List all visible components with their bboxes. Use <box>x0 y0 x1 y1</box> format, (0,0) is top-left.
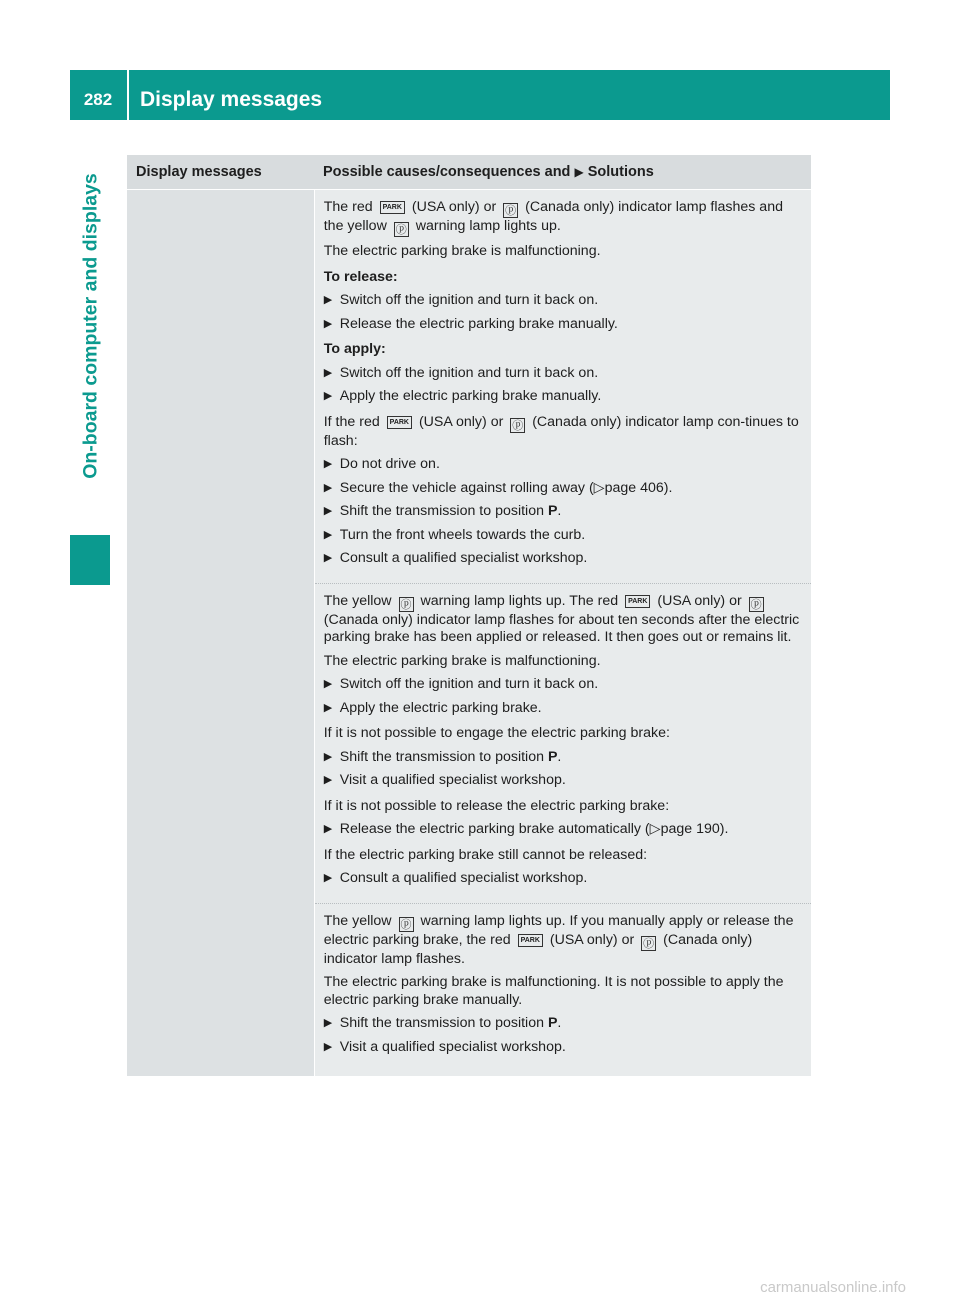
section-side-label <box>72 122 110 530</box>
row2-condition-2: If it is not possible to release the electric parking brake: <box>323 797 670 814</box>
step-arrow-icon: ▶ <box>323 1017 333 1029</box>
row2-text: The electric parking brake is malfunctioning. <box>323 652 601 669</box>
park-brake-indicator-icon: PARK <box>380 201 405 214</box>
brake-warning-icon: ⓟ <box>400 918 412 931</box>
list-item: ▶ Visit a qualified specialist workshop. <box>323 1038 566 1055</box>
row2-intro: The yellow ⓟ warning lamp lights up. The red PARK (USA only) or ⓟ (Canada only) indicator lamp flashes for about ten seconds after the electric parking brake has been applied or released. It then goes out or remains lit. <box>323 592 800 645</box>
brake-warning-icon: ⓟ <box>512 419 524 432</box>
col2-header-post: Solutions <box>587 164 654 180</box>
step-arrow-icon: ▶ <box>323 872 333 884</box>
step-arrow-icon: ▶ <box>323 750 333 763</box>
table-header-row <box>127 155 811 190</box>
list-item: ▶ Apply the electric parking brake manually. <box>323 388 602 404</box>
col2-header-pre: Possible causes/consequences and <box>323 164 571 180</box>
footer-watermark: carmanualsonline.info <box>760 1279 906 1296</box>
list-item: ▶ Switch off the ignition and turn it back on. <box>323 292 599 308</box>
park-brake-indicator-icon: PARK <box>625 595 650 608</box>
brake-warning-icon: ⓟ <box>750 598 762 611</box>
step-arrow-icon: ▶ <box>323 294 333 306</box>
page-ref-icon: ▷ <box>649 821 661 837</box>
list-item: ▶ Release the electric parking brake automatically (▷page 190). <box>323 821 729 837</box>
page-ref-icon: ▷ <box>593 479 605 496</box>
park-brake-indicator-icon: PARK <box>387 416 412 429</box>
row2-condition-3: If the electric parking brake still cannot be released: <box>323 846 648 863</box>
header-divider <box>127 70 129 120</box>
page-title: Display messages <box>140 88 323 111</box>
side-label-text: On-board computer and displays <box>79 173 102 479</box>
page-reference-link[interactable]: page 190). <box>660 821 729 837</box>
step-arrow-icon: ▶ <box>323 678 333 690</box>
step-arrow-icon: ▶ <box>323 390 333 402</box>
step-arrow-icon: ▶ <box>323 528 333 541</box>
column-header-display-messages: Display messages <box>136 164 262 180</box>
release-heading: To release: <box>323 268 398 285</box>
brake-warning-icon: ⓟ <box>400 598 412 611</box>
list-item: ▶ Shift the transmission to position P. <box>323 748 562 765</box>
page-header <box>70 70 890 120</box>
apply-heading: To apply: <box>323 341 386 357</box>
step-arrow-icon: ▶ <box>323 1040 333 1053</box>
list-item: ▶ Visit a qualified specialist workshop. <box>323 772 566 788</box>
brake-warning-icon: ⓟ <box>395 224 407 236</box>
list-item: ▶ Apply the electric parking brake. <box>323 699 542 716</box>
step-arrow-icon: ▶ <box>323 317 333 330</box>
park-brake-indicator-icon: PARK <box>518 934 543 947</box>
step-arrow-icon: ▶ <box>323 701 333 714</box>
table-body <box>127 190 811 1076</box>
row3-text: The electric parking brake is malfunctioning. It is not possible to apply the electric parking brake manually. <box>323 974 784 1008</box>
step-arrow-icon: ▶ <box>323 366 333 379</box>
step-arrow-icon: ▶ <box>323 505 333 517</box>
table-row <box>315 190 811 583</box>
list-item: ▶ Shift the transmission to position P. <box>323 503 562 519</box>
causes-column <box>315 190 811 1076</box>
brake-warning-icon: ⓟ <box>505 205 517 217</box>
step-arrow-icon: ▶ <box>323 774 333 786</box>
display-message-cell <box>127 190 315 1076</box>
solutions-arrow-icon: ▶ <box>574 165 584 179</box>
step-arrow-icon: ▶ <box>323 481 333 494</box>
row1-intro: The red PARK (USA only) or ⓟ (Canada only) indicator lamp flashes and the yellow ⓟ warning lamp lights up. <box>323 199 783 236</box>
row3-intro: The yellow ⓟ warning lamp lights up. If you manually apply or release the electric parking brake, the red PARK (USA only) or ⓟ (Canada only) indicator lamp flashes. <box>323 912 794 967</box>
display-messages-table <box>127 155 811 1076</box>
row2-condition-1: If it is not possible to engage the electric parking brake: <box>323 725 670 741</box>
list-item: ▶ Switch off the ignition and turn it back on. <box>323 364 599 381</box>
list-item: ▶ Turn the front wheels towards the curb. <box>323 526 586 543</box>
list-item: ▶ Switch off the ignition and turn it back on. <box>323 676 599 692</box>
table-row <box>315 903 811 1077</box>
column-header-causes <box>314 155 811 189</box>
page-reference-link[interactable]: page 406). <box>604 479 673 496</box>
row1-text: The electric parking brake is malfunctioning. <box>323 243 601 259</box>
brake-warning-icon: ⓟ <box>643 937 655 950</box>
list-item: ▶ Consult a qualified specialist workshop. <box>323 550 588 566</box>
step-arrow-icon: ▶ <box>323 823 333 835</box>
page-number: 282 <box>83 90 113 109</box>
list-item: ▶ Do not drive on. <box>323 456 440 472</box>
row1-condition: If the red PARK (USA only) or ⓟ (Canada only) indicator lamp con-tinues to flash: <box>323 413 799 449</box>
step-arrow-icon: ▶ <box>323 552 333 564</box>
table-row <box>315 583 811 903</box>
list-item: ▶ Shift the transmission to position P. <box>323 1015 562 1031</box>
step-arrow-icon: ▶ <box>323 458 333 470</box>
section-tab-marker <box>70 535 110 585</box>
list-item: ▶ Release the electric parking brake manually. <box>323 315 618 332</box>
list-item: ▶ Secure the vehicle against rolling away (▷page 406). <box>323 479 673 496</box>
list-item: ▶ Consult a qualified specialist workshop. <box>323 870 588 886</box>
